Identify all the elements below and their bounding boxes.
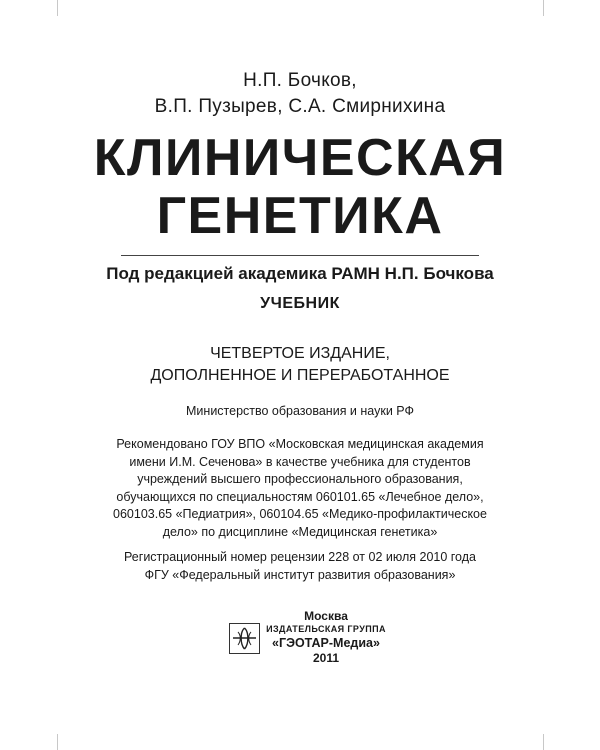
recommendation-line: учреждений высшего профессионального образования, bbox=[137, 472, 463, 486]
recommendation-line: обучающихся по специальностям 060101.65 «Лечебное дело», bbox=[116, 489, 484, 504]
registration-line: Регистрационный номер рецензии 228 от 02 июля 2010 года bbox=[124, 550, 476, 564]
registration-line: ФГУ «Федеральный институт развития образования» bbox=[144, 567, 456, 582]
recommendation-line: имени И.М. Сеченова» в качестве учебника для студентов bbox=[129, 454, 471, 469]
edition-line-2: ДОПОЛНЕННОЕ И ПЕРЕРАБОТАННОЕ bbox=[150, 367, 450, 384]
recommendation-block bbox=[0, 436, 600, 541]
recommendation-line: Рекомендовано ГОУ ВПО «Московская медицинская академия bbox=[116, 437, 484, 451]
publisher-logo-icon bbox=[229, 623, 260, 654]
book-kind: УЧЕБНИК bbox=[260, 295, 340, 312]
publisher-group: ИЗДАТЕЛЬСКАЯ ГРУППА bbox=[266, 624, 386, 634]
publication-year: 2011 bbox=[312, 651, 340, 665]
recommendation-line: 060103.65 «Педиатрия», 060104.65 «Медико-профилактическое bbox=[113, 507, 487, 521]
publisher-city: Москва bbox=[304, 609, 348, 623]
editor-line: Под редакцией академика РАМН Н.П. Бочкова bbox=[106, 264, 494, 283]
publisher-text bbox=[261, 609, 391, 665]
authors-line-2: В.П. Пузырев, С.А. Смирнихина bbox=[154, 96, 446, 117]
ministry-line: Министерство образования и науки РФ bbox=[186, 404, 414, 418]
publisher-block bbox=[225, 609, 385, 679]
book-title-line-1: КЛИНИЧЕСКАЯ bbox=[93, 129, 507, 187]
recommendation-line: дело» по дисциплине «Медицинская генетика» bbox=[162, 524, 438, 539]
edition-line-1: ЧЕТВЕРТОЕ ИЗДАНИЕ, bbox=[210, 345, 390, 362]
authors-line-1: Н.П. Бочков, bbox=[243, 70, 357, 91]
publisher-name: «ГЭОТАР-Медиа» bbox=[272, 636, 380, 650]
book-title-line-2: ГЕНЕТИКА bbox=[156, 187, 444, 245]
title-divider bbox=[121, 255, 479, 256]
registration-block bbox=[0, 549, 600, 584]
